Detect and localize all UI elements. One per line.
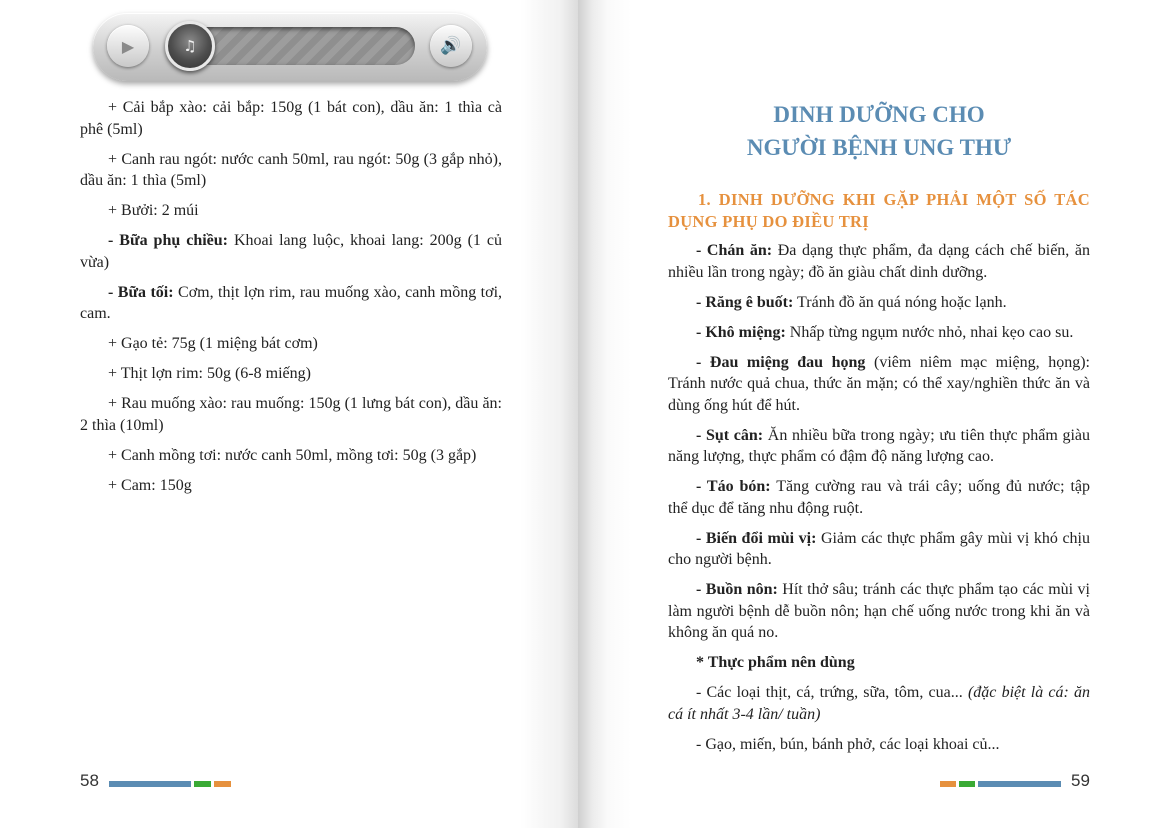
text-segment: Ăn nhiều bữa trong ngày; ưu tiên thực phẩm giàu năng lượng, thực phẩm có đậm độ năng lượng cao.: [668, 426, 1091, 465]
text-segment: - Biến đổi mùi vị:: [696, 529, 817, 547]
text-segment: * Thực phẩm nên dùng: [696, 654, 855, 671]
chapter-title: [668, 98, 1090, 164]
text-segment: - Gạo, miến, bún, bánh phở, các loại khoai củ...: [696, 735, 1000, 753]
volume-icon: 🔊: [440, 36, 462, 56]
text-segment: Nhấp từng ngụm nước nhỏ, nhai kẹo cao su.: [785, 323, 1074, 341]
text-segment: Hít thở sâu; tránh các thực phẩm tạo các mùi vị làm người bệnh dễ buồn nôn; hạn chế uống nước trong khi ăn và không ăn quá no.: [668, 581, 1091, 641]
text-segment: + Thịt lợn rim: 50g (6-8 miếng): [108, 365, 311, 382]
volume-button[interactable]: [430, 25, 472, 67]
left-page: [0, 0, 578, 828]
section-heading: 1. DINH DƯỠNG KHI GẶP PHẢI MỘT SỐ TÁC DỤNG PHỤ DO ĐIỀU TRỊ: [668, 190, 1090, 231]
audio-progress-handle[interactable]: [165, 21, 215, 71]
paragraph: [80, 445, 502, 467]
footer-bar-green: [959, 781, 975, 787]
text-segment: Khoai lang luộc, khoai lang: 200g (1 củ vừa): [80, 232, 502, 271]
text-segment: + Cam: 150g: [108, 476, 192, 494]
paragraph: [668, 425, 1090, 468]
text-segment: Tránh đồ ăn quá nóng hoặc lạnh.: [793, 293, 1007, 311]
paragraph: [668, 240, 1090, 283]
paragraph: [80, 149, 502, 192]
text-segment: + Canh rau ngót: nước canh 50ml, rau ngót: 50g (3 gắp nhỏ), dầu ăn: 1 thìa (5ml): [80, 150, 502, 189]
chapter-title-line2: NGƯỜI BỆNH UNG THƯ: [746, 135, 1012, 160]
footer-bar-orange: [940, 781, 956, 787]
music-note-icon: ♫: [183, 37, 197, 55]
text-segment: (đặc biệt là cá: ăn cá ít nhất 3-4 lần/ tuần): [668, 684, 1090, 723]
footer-bar-green: [194, 781, 211, 787]
paragraph: [668, 579, 1090, 644]
text-segment: - Sụt cân:: [696, 426, 764, 444]
text-segment: Giảm các thực phẩm gây mùi vị khó chịu cho người bệnh.: [668, 529, 1090, 568]
play-button[interactable]: [107, 25, 149, 67]
text-segment: - Các loại thịt, cá, trứng, sữa, tôm, cua...: [696, 684, 968, 701]
footer-bar-blue: [109, 781, 191, 787]
footer-bar-blue: [978, 781, 1061, 787]
text-segment: Đa dạng thực phẩm, đa dạng cách chế biến, ăn nhiều lần trong ngày; đồ ăn giàu chất dinh dưỡng.: [668, 242, 1090, 281]
text-segment: + Canh mồng tơi: nước canh 50ml, mồng tơi: 50g (3 gắp): [108, 446, 477, 464]
paragraph: [668, 528, 1090, 571]
text-segment: - Khô miệng:: [696, 323, 786, 341]
text-segment: + Rau muống xào: rau muống: 150g (1 lưng bát con), dầu ăn: 2 thìa (10ml): [80, 395, 502, 434]
paragraph: [80, 230, 502, 273]
text-segment: - Chán ăn:: [696, 242, 773, 259]
footer-bars-right: [940, 781, 1061, 787]
page-number-right: 59: [1071, 771, 1090, 790]
paragraph: [80, 282, 502, 325]
paragraph: [80, 97, 502, 140]
play-icon: ▶: [121, 36, 135, 56]
text-segment: - Bữa tối:: [108, 283, 174, 301]
text-segment: (viêm niêm mạc miệng, họng): Tránh nước quả chua, thức ăn mặn; có thể xay/nghiền thức ăn và dùng ống hút để hút.: [668, 353, 1090, 414]
paragraph: [80, 393, 502, 436]
audio-player: [93, 13, 487, 81]
text-segment: - Răng ê buốt:: [696, 293, 794, 311]
text-segment: - Bữa phụ chiều:: [108, 232, 229, 249]
left-page-body: [80, 97, 502, 505]
text-segment: - Táo bón:: [696, 478, 771, 495]
text-segment: - Đau miệng đau họng: [696, 353, 866, 371]
footer-bar-orange: [214, 781, 231, 787]
paragraph: [80, 475, 502, 497]
paragraph: [668, 682, 1090, 725]
paragraph: [80, 200, 502, 222]
footer-bars-left: [109, 781, 231, 787]
paragraph: [668, 292, 1090, 314]
text-segment: + Gạo tẻ: 75g (1 miệng bát cơm): [108, 335, 318, 352]
paragraph: [668, 476, 1090, 519]
paragraph: [668, 734, 1090, 756]
page-number-left: 58: [80, 771, 99, 790]
text-segment: - Buồn nôn:: [696, 581, 778, 598]
text-segment: Cơm, thịt lợn rim, rau muống xào, canh mồng tơi, cam.: [80, 283, 503, 322]
chapter-title-line1: DINH DƯỠNG CHO: [773, 102, 985, 127]
text-segment: + Cải bắp xào: cải bắp: 150g (1 bát con), dầu ăn: 1 thìa cà phê (5ml): [80, 99, 502, 138]
paragraph: [80, 333, 502, 355]
paragraph: [80, 363, 502, 385]
paragraph: [668, 352, 1090, 417]
text-segment: Tăng cường rau và trái cây; uống đủ nước; tập thể dục để tăng nhu động ruột.: [668, 478, 1090, 517]
text-segment: + Bưởi: 2 múi: [108, 202, 199, 219]
paragraph: [668, 322, 1090, 344]
right-page-body: [668, 240, 1090, 764]
paragraph: [668, 652, 1090, 674]
